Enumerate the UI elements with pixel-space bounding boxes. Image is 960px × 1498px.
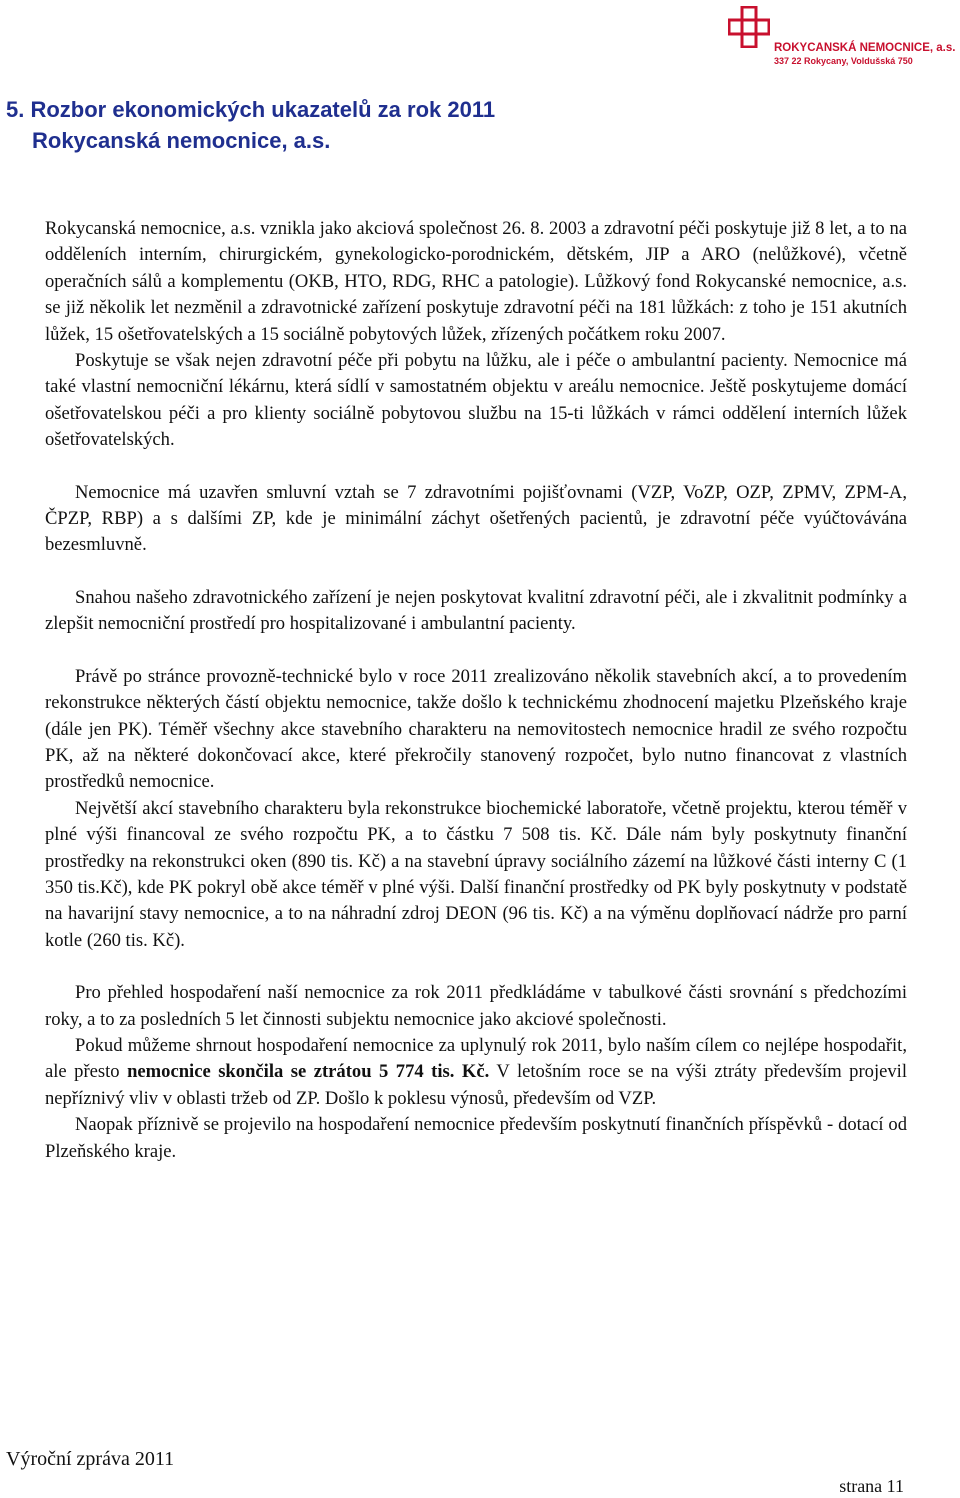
logo-address: 337 22 Rokycany, Voldušská 750 [774, 56, 913, 66]
heading-line-1: 5. Rozbor ekonomických ukazatelů za rok 2011 [6, 97, 496, 122]
page-number: strana 11 [839, 1476, 904, 1496]
result-text-before: Pokud můžeme shrnout hospodaření nemocnice za uplynulý rok 2011, bylo naším cílem co nejlépe hospodařit, ale přesto [45, 1034, 907, 1083]
paragraph-largest-project: Největší akcí stavebního charakteru byla rekonstrukce biochemické laboratoře, včetně projektu, kterou téměř v plné výši financoval ze svého rozpočtu PK, a to částku 7 508 tis. Kč. Dále nám byly poskytnuty finanční prostředky na rekonstrukci oken (890 tis. Kč) a na stavební úpravy sociálního zázemí na lůžkové části interny C (1 350 tis.Kč), kde PK pokryl obě akce téměř v plné výši. Další finanční prostředky od PK byly poskytnuty v podstatě na havarijní stavy nemocnice, a to na náhradní zdroj DEON (96 tis. Kč) a na výměnu doplňovací nádrže pro parní kotle (260 tis. Kč). [45, 797, 907, 951]
logo-name: ROKYCANSKÁ NEMOCNICE, a.s. [774, 42, 956, 54]
paragraph-goals: Snahou našeho zdravotnického zařízení je nejen poskytovat kvalitní zdravotní péči, ale i zkvalitnit podmínky a zlepšit nemocniční prostředí pro hospitalizované i ambulantní pacienty. [45, 586, 907, 635]
document-body [45, 216, 907, 1165]
red-cross-icon [728, 6, 770, 48]
paragraph-overview: Pro přehled hospodaření naší nemocnice za rok 2011 předkládáme v tabulkové části srovnání s předchozími roky, a to za posledních 5 let činnosti subjektu nemocnice jako akciové společnosti. [45, 982, 907, 1030]
paragraph-founding: Rokycanská nemocnice, a.s. vznikla jako akciová společnost 26. 8. 2003 a zdravotní péči poskytuje již 8 let, a to na odděleních interním, chirurgickém, gynekologicko-porodnickém, dětském, JIP a ARO (nelůžkové), včetně operačních sálů a komplementu (OKB, HTO, RDG, RHC a patologie). Lůžkový fond Rokycanské nemocnice, a.s. se již několik let nezměnil a zdravotnické zařízení poskytuje zdravotní péči na 181 lůžkách: z toho je 151 akutních lůžek, 15 ošetřovatelských a 15 sociálně pobytových lůžek, zřízených počátkem roku 2007. [45, 218, 907, 345]
hospital-logo [728, 6, 960, 64]
result-text-after: V letošním roce se na výši ztráty především projevil nepříznivý vliv v oblasti tržeb od ZP. Došlo k poklesu výnosů, především od VZP. [45, 1061, 907, 1109]
paragraph-services: Poskytuje se však nejen zdravotní péče při pobytu na lůžku, ale i péče o ambulantní pacienty. Nemocnice má také vlastní nemocniční lékárnu, která sídlí v samostatném objektu v areálu nemocnice. Ještě poskytujeme domácí ošetřovatelskou péči a pro klienty sociálně pobytovou službu na 15-ti lůžkách v rámci oddělení interních lůžek ošetřovatelských. [45, 350, 907, 451]
heading-line-2: Rokycanská nemocnice, a.s. [32, 128, 331, 153]
paragraph-subsidies: Naopak příznivě se projevilo na hospodaření nemocnice především poskytnutí finančních příspěvků - dotací od Plzeňského kraje. [45, 1114, 907, 1162]
paragraph-construction: Právě po stránce provozně-technické bylo v roce 2011 zrealizováno několik stavebních akcí, a to provedením rekonstrukce některých částí objektu nemocnice, takže došlo k technickému zhodnocení majetku Plzeňského kraje (dále jen PK). Téměř všechny akce stavebního charakteru na nemovitostech nemocnice hradil ze svého rozpočtu PK, až na některé dokončovací akce, které překročily stanovený rozpočet, bylo nutno financovat z vlastních prostředků nemocnice. [45, 665, 907, 793]
paragraph-insurers: Nemocnice má uzavřen smluvní vztah se 7 zdravotními pojišťovnami (VZP, VoZP, OZP, ZPMV, ZPM-A, ČPZP, RBP) a s dalšími ZP, kde je minimální záchyt ošetřených pacientů, je zdravotní péče vyúčtovávána bezesmluvně. [45, 481, 907, 556]
paragraph-result [45, 1033, 907, 1112]
loss-statement: nemocnice skončila se ztrátou 5 774 tis. Kč. [127, 1061, 490, 1083]
page-heading [6, 94, 495, 156]
footer-report-title: Výroční zpráva 2011 [6, 1448, 175, 1470]
